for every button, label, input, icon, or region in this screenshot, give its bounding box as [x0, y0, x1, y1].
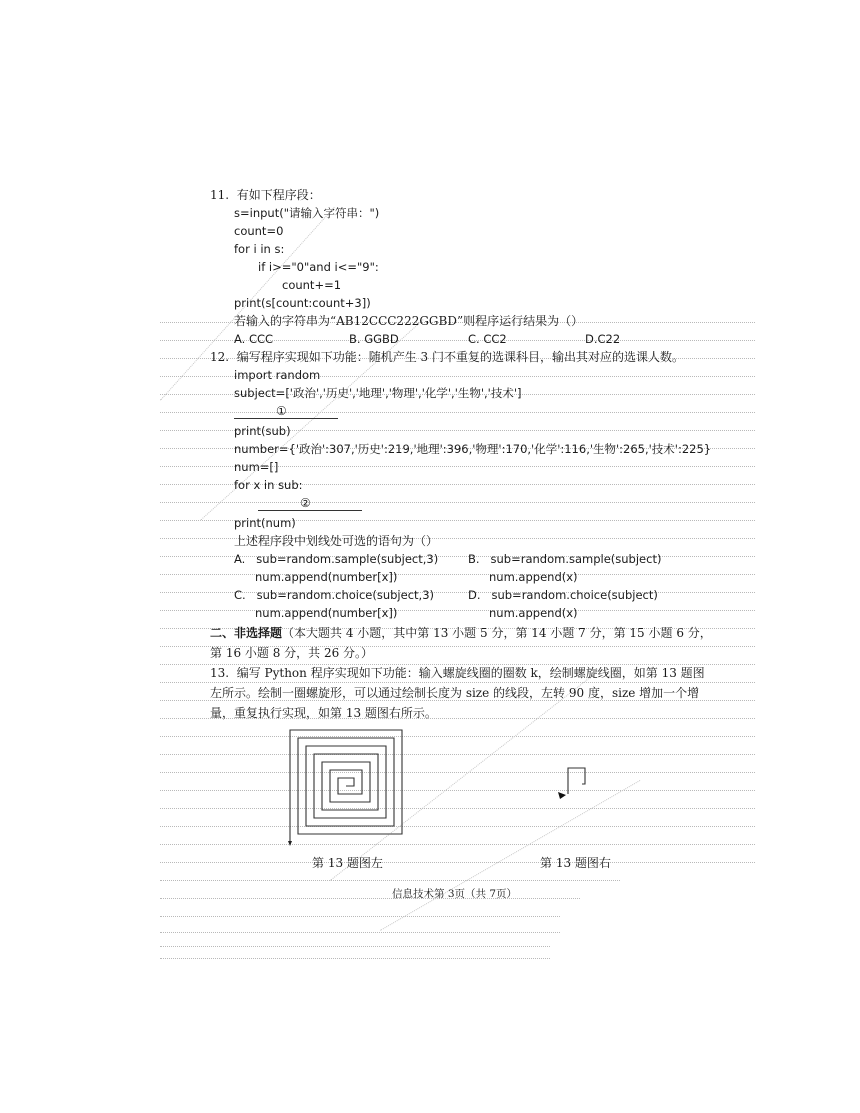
section-heading: 二、非选择题 [210, 626, 283, 640]
q13-line-3: 量，重复执行实现，如第 13 题图右所示。 [210, 706, 437, 720]
spiral-figure-right [554, 764, 594, 804]
q12-prompt: 上述程序段中划线处可选的语句为（） [234, 534, 439, 548]
section-desc-2: 第 16 小题 8 分，共 26 分。） [210, 646, 374, 660]
q11-option-b: B. GGBD [349, 332, 399, 346]
spiral-figure-left [286, 728, 410, 850]
page-footer: 信息技术第 3页（共 7页） [392, 888, 518, 900]
q12-option-c-line2: num.append(number[x]) [255, 606, 398, 620]
section-desc-1: （本大题共 4 小题，其中第 13 小题 5 分，第 14 小题 7 分，第 15 小题 6 分， [282, 626, 712, 640]
q12-code-line: for x in sub: [234, 478, 303, 492]
q11-title: 11. 有如下程序段： [210, 188, 321, 202]
q12-option-c: C. sub=random.choice(subject,3) [234, 588, 434, 602]
q11-code-line: if i>="0"and i<="9": [258, 260, 379, 274]
section-heading-line [210, 626, 712, 640]
q11-code-line: s=input("请输入字符串：") [234, 206, 380, 220]
fill-blank-2 [258, 510, 362, 511]
q12-option-b: B. sub=random.sample(subject) [468, 552, 662, 566]
q12-option-a-line2: num.append(number[x]) [255, 570, 398, 584]
q12-code-line: subject=['政治','历史','地理','物理','化学','生物','技术'] [234, 386, 522, 400]
q11-option-c: C. CC2 [468, 332, 507, 346]
q11-option-d: D.C22 [585, 332, 621, 346]
q12-title: 12. 编写程序实现如下功能：随机产生 3 门不重复的选课科目，输出其对应的选课人数。 [210, 350, 684, 364]
single-spiral-turn [568, 768, 585, 794]
square-spiral [290, 730, 402, 842]
q11-option-a: A. CCC [234, 332, 274, 346]
q11-prompt: 若输入的字符串为“AB12CCC222GGBD”则程序运行结果为（） [234, 314, 584, 328]
q12-code-line: num=[] [234, 460, 279, 474]
q11-code-line: count=0 [234, 224, 284, 238]
q12-option-d-line2: num.append(x) [489, 606, 578, 620]
q11-code-line: count+=1 [282, 278, 342, 292]
q12-code-line: print(num) [234, 516, 296, 530]
turtle-arrow-icon [558, 792, 566, 799]
caption-left: 第 13 题图左 [312, 856, 383, 870]
q12-code-line: print(sub) [234, 424, 291, 438]
q12-code-line: number={'政治':307,'历史':219,'地理':396,'物理':170,'化学':116,'生物':265,'技术':225} [234, 442, 712, 456]
blank-marker-2: ② [300, 496, 311, 510]
q12-option-d: D. sub=random.choice(subject) [468, 588, 658, 602]
q13-line-2: 左所示。绘制一圈螺旋形，可以通过绘制长度为 size 的线段，左转 90 度，size 增加一个增 [210, 686, 700, 700]
q12-option-a: A. sub=random.sample(subject,3) [234, 552, 439, 566]
blank-marker-1: ① [276, 404, 287, 418]
q11-code-line: for i in s: [234, 242, 285, 256]
caption-right: 第 13 题图右 [540, 856, 611, 870]
fill-blank-1 [234, 418, 338, 419]
q12-code-line: import random [234, 368, 321, 382]
q12-option-b-line2: num.append(x) [489, 570, 578, 584]
turtle-arrow-icon [288, 841, 292, 846]
q13-line-1: 13. 编写 Python 程序实现如下功能：输入螺旋线圈的圈数 k，绘制螺旋线圈，如第 13 题图 [210, 666, 705, 680]
q11-code-line: print(s[count:count+3]) [234, 296, 371, 310]
